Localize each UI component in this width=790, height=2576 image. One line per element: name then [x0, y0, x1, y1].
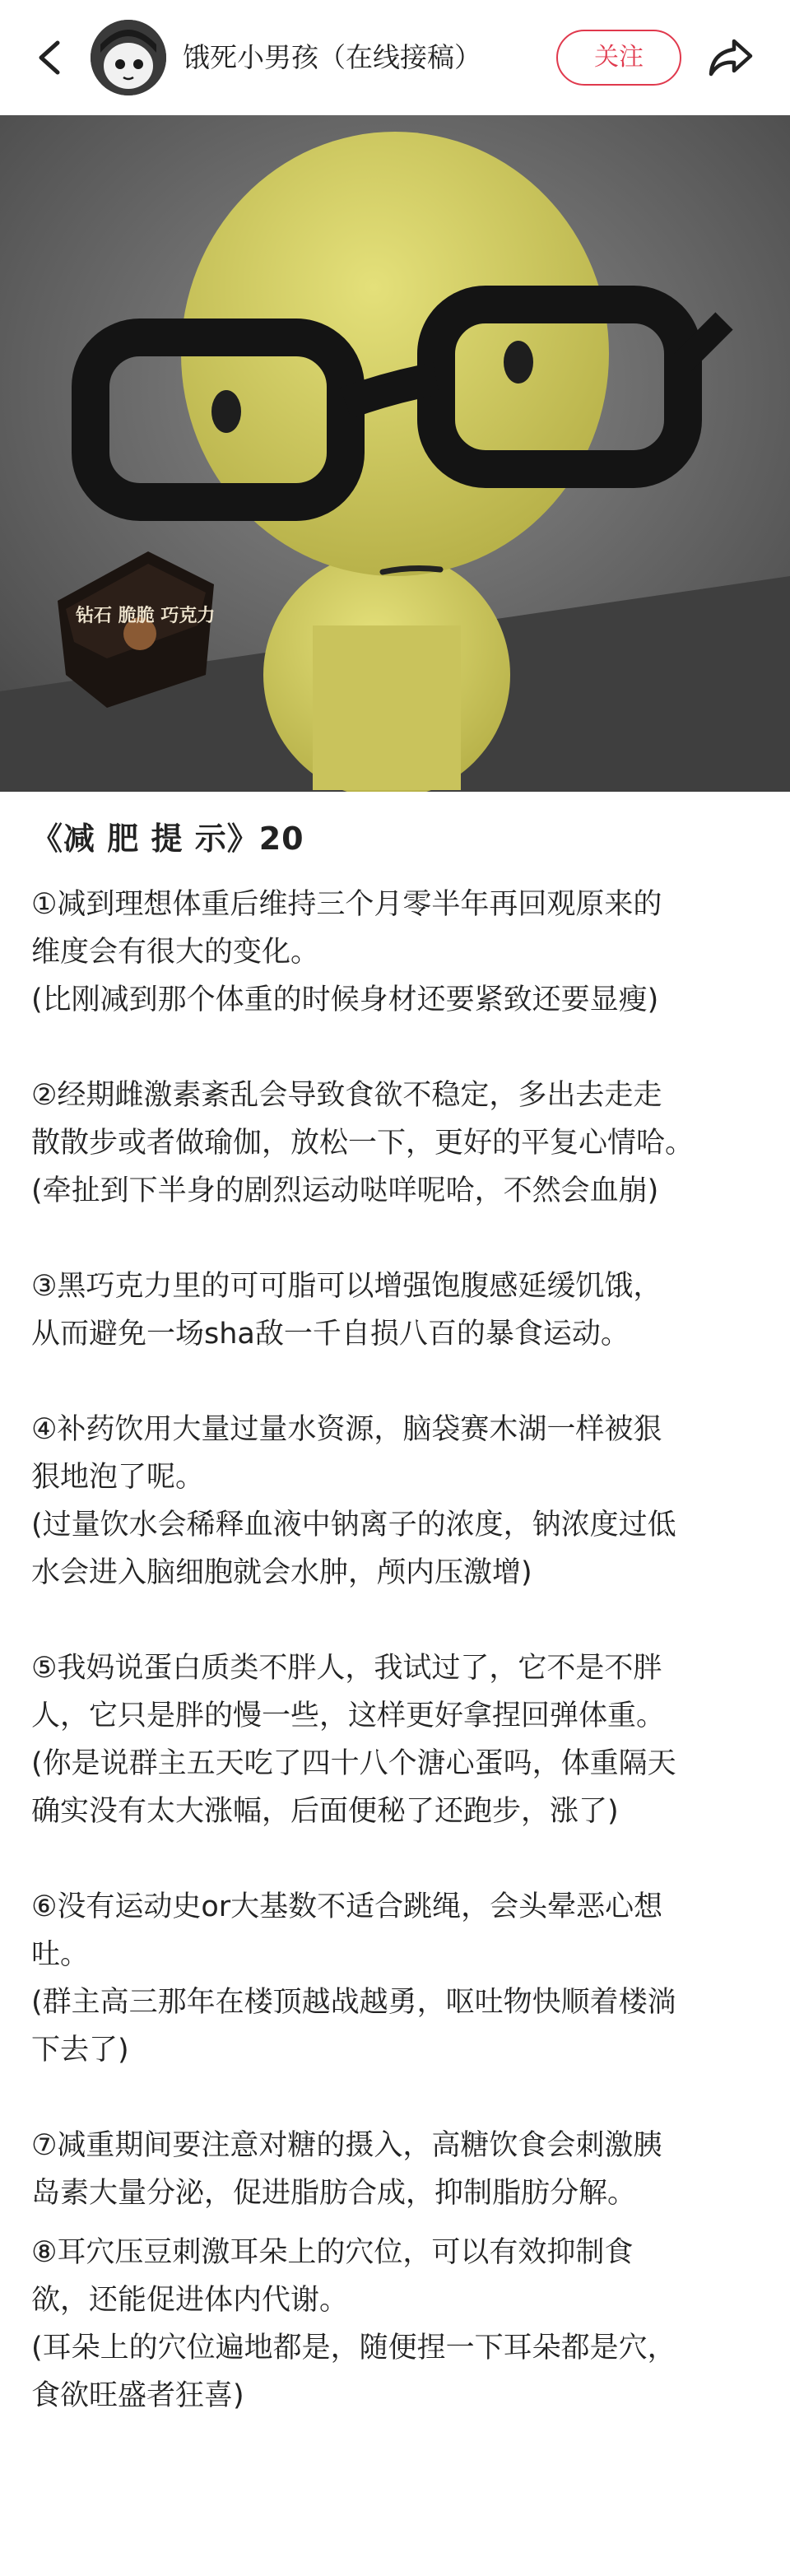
tip-line: 确实没有太大涨幅，后面便秘了还跑步，涨了) [31, 1795, 619, 1828]
tip-line: 人，它只是胖的慢一些，这样更好拿捏回弹体重。 [31, 1700, 666, 1732]
tip-line: 水会进入脑细胞就会水肿，颅内压激增) [31, 1556, 532, 1589]
chevron-left-icon [30, 33, 69, 82]
tip-line: ⑤我妈说蛋白质类不胖人，我试过了，它不是不胖 [31, 1652, 662, 1685]
tip-line: ⑦减重期间要注意对糖的摄入，高糖饮食会刺激胰 [31, 2129, 662, 2162]
tip-line: (牵扯到下半身的剧烈运动哒咩呢哈，不然会血崩) [31, 1174, 659, 1207]
tip-line: (过量饮水会稀释血液中钠离子的浓度，钠浓度过低 [31, 1509, 676, 1541]
author-name[interactable]: 饿死小男孩（在线接稿） [183, 41, 481, 73]
tip-line: 散散步或者做瑜伽，放松一下，更好的平复心情哈。 [31, 1127, 695, 1160]
share-icon [706, 35, 755, 81]
top-bar [0, 0, 790, 115]
tip-line: ①减到理想体重后维持三个月零半年再回观原来的 [31, 888, 662, 921]
avatar-image [91, 20, 166, 95]
tip-line: 维度会有很大的变化。 [31, 936, 320, 969]
tip-line: ②经期雌激素紊乱会导致食欲不稳定，多出去走走 [31, 1079, 662, 1112]
tip-3 [31, 1262, 764, 1358]
tip-line: (比刚减到那个体重的时候身材还要紧致还要显瘦) [31, 983, 659, 1016]
post-title: 《减 肥 提 示》20 [31, 821, 304, 857]
tip-line: 岛素大量分泌，促进脂肪合成，抑制脂肪分解。 [31, 2177, 637, 2210]
post-body [31, 815, 764, 2420]
tip-2 [31, 1072, 764, 1215]
tip-line: (群主高三那年在楼顶越战越勇，呕吐物快顺着楼淌 [31, 1986, 676, 2019]
package-label: 钻石 脆脆 巧克力 [76, 606, 216, 626]
tip-line: ⑥没有运动史or大基数不适合跳绳，会头晕恶心想 [31, 1890, 663, 1923]
share-button[interactable] [706, 35, 755, 81]
tip-4 [31, 1406, 764, 1597]
tip-line: 狠地泡了呢。 [31, 1461, 205, 1494]
tip-line: ④补药饮用大量过量水资源，脑袋赛木湖一样被狠 [31, 1413, 662, 1446]
tip-7 [31, 2122, 764, 2217]
tip-8 [31, 2229, 764, 2420]
tip-line: 欲，还能促进体内代谢。 [31, 2284, 349, 2317]
avatar[interactable] [91, 20, 166, 95]
tip-line: 从而避免一场sha敌一千自损八百的暴食运动。 [31, 1318, 630, 1351]
tip-line: ⑧耳穴压豆刺激耳朵上的穴位，可以有效抑制食 [31, 2236, 634, 2269]
tip-5 [31, 1644, 764, 1835]
follow-button[interactable]: 关注 [556, 30, 681, 86]
post-image[interactable] [0, 115, 790, 792]
tip-line: 下去了) [31, 2034, 129, 2067]
tip-line: ③黑巧克力里的可可脂可以增强饱腹感延缓饥饿， [31, 1270, 662, 1303]
tip-line: (耳朵上的穴位遍地都是，随便捏一下耳朵都是穴， [31, 2332, 676, 2364]
tip-line: (你是说群主五天吃了四十八个溏心蛋吗，体重隔天 [31, 1747, 676, 1780]
meme-figure-image [0, 115, 790, 792]
tip-line: 吐。 [31, 1938, 90, 1971]
tip-1 [31, 881, 764, 1024]
back-button[interactable] [30, 33, 69, 82]
tip-6 [31, 1883, 764, 2074]
tip-line: 食欲旺盛者狂喜) [31, 2379, 244, 2412]
